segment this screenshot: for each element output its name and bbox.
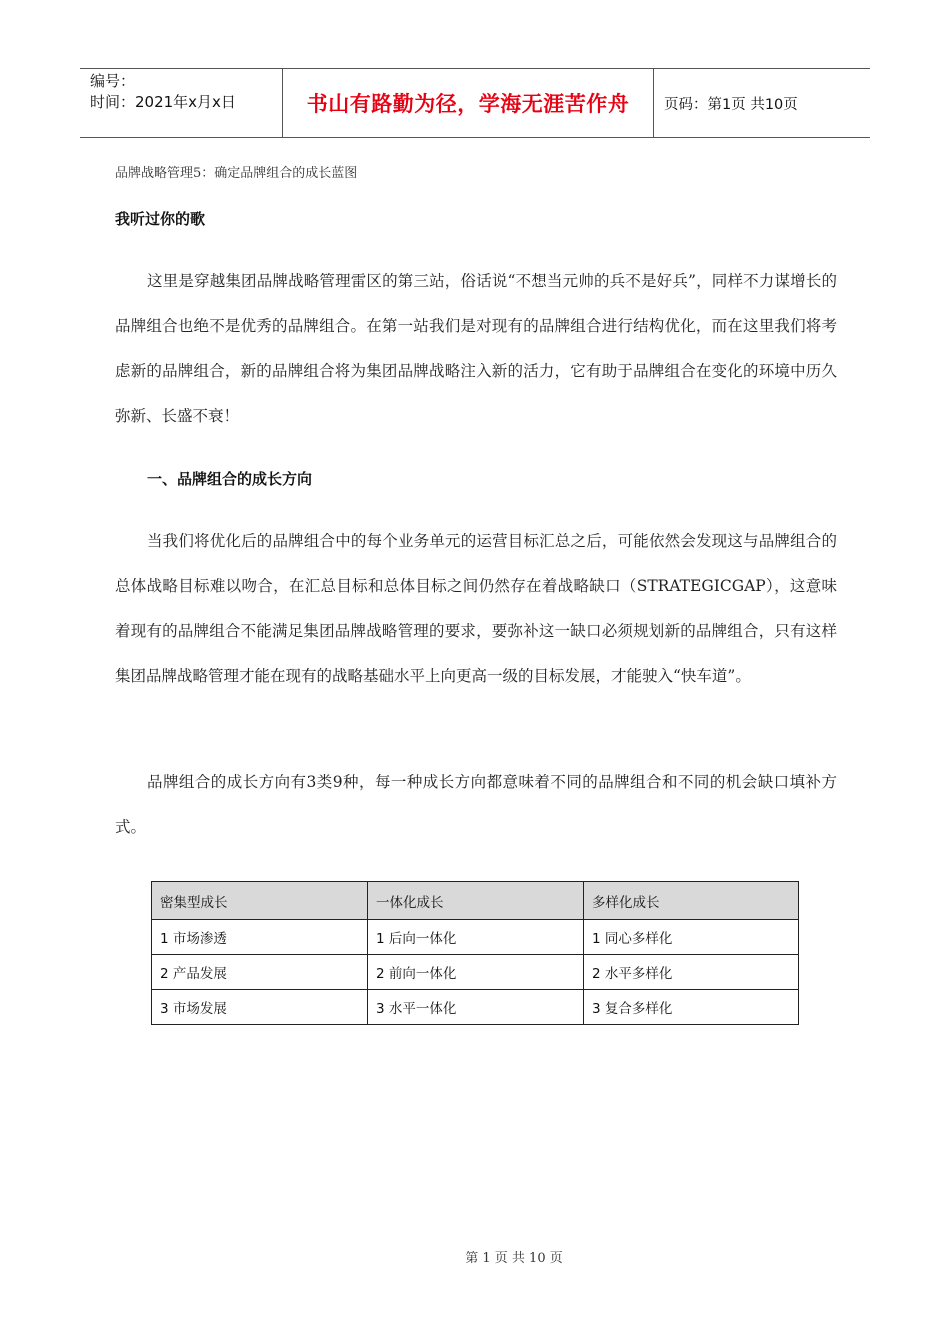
table-row bbox=[152, 955, 799, 990]
table-row bbox=[152, 920, 799, 955]
table-cell: 3 复合多样化 bbox=[584, 990, 799, 1025]
section-heading: 一、品牌组合的成长方向 bbox=[147, 470, 313, 488]
table-header-row bbox=[152, 882, 799, 920]
growth-direction-table bbox=[151, 881, 799, 1025]
table-cell: 1 市场渗透 bbox=[152, 920, 368, 955]
document-header bbox=[80, 68, 870, 138]
table-cell: 2 产品发展 bbox=[152, 955, 368, 990]
table-cell: 1 后向一体化 bbox=[368, 920, 584, 955]
table-header-cell: 多样化成长 bbox=[584, 882, 799, 920]
page-label: 页码：第1页 共10页 bbox=[664, 96, 798, 113]
table-cell: 1 同心多样化 bbox=[584, 920, 799, 955]
header-motto-cell bbox=[282, 69, 654, 137]
table-cell: 2 水平多样化 bbox=[584, 955, 799, 990]
header-meta bbox=[80, 69, 282, 137]
table-cell: 2 前向一体化 bbox=[368, 955, 584, 990]
table-row bbox=[152, 990, 799, 1025]
table-header-cell: 密集型成长 bbox=[152, 882, 368, 920]
doc-title: 我听过你的歌 bbox=[115, 210, 206, 228]
number-label: 编号： bbox=[90, 72, 136, 90]
paragraph-strategic-gap: 当我们将优化后的品牌组合中的每个业务单元的运营目标汇总之后，可能依然会发现这与品牌组合的总体战略目标难以吻合，在汇总目标和总体目标之间仍然存在着战略缺口（STRATEGICGAP），这意味着现有的品牌组合不能满足集团品牌战略管理的要求，要弥补这一缺口必须规划新的品牌组合，只有这样集团品牌战略管理才能在现有的战略基础水平上向更高一级的目标发展，才能驶入“快车道”。 bbox=[115, 532, 837, 685]
table-cell: 3 水平一体化 bbox=[368, 990, 584, 1025]
paragraph-intro: 这里是穿越集团品牌战略管理雷区的第三站，俗话说“不想当元帅的兵不是好兵”，同样不力谋增长的品牌组合也绝不是优秀的品牌组合。在第一站我们是对现有的品牌组合进行结构优化，而在这里我们将考虑新的品牌组合，新的品牌组合将为集团品牌战略注入新的活力，它有助于品牌组合在变化的环境中历久弥新、长盛不衰！ bbox=[115, 272, 837, 425]
table-header-cell: 一体化成长 bbox=[368, 882, 584, 920]
header-page-cell bbox=[654, 69, 870, 137]
doc-subtitle: 品牌战略管理5：确定品牌组合的成长蓝图 bbox=[115, 166, 358, 181]
page-footer bbox=[0, 1247, 950, 1266]
table-cell: 3 市场发展 bbox=[152, 990, 368, 1025]
motto: 书山有路勤为径，学海无涯苦作舟 bbox=[306, 92, 630, 116]
footer-page-number: 第 1 页 共 10 页 bbox=[465, 1251, 563, 1266]
time-label: 时间：2021年x月x日 bbox=[90, 93, 236, 111]
paragraph-growth-directions: 品牌组合的成长方向有3类9种，每一种成长方向都意味着不同的品牌组合和不同的机会缺口填补方式。 bbox=[115, 773, 837, 836]
